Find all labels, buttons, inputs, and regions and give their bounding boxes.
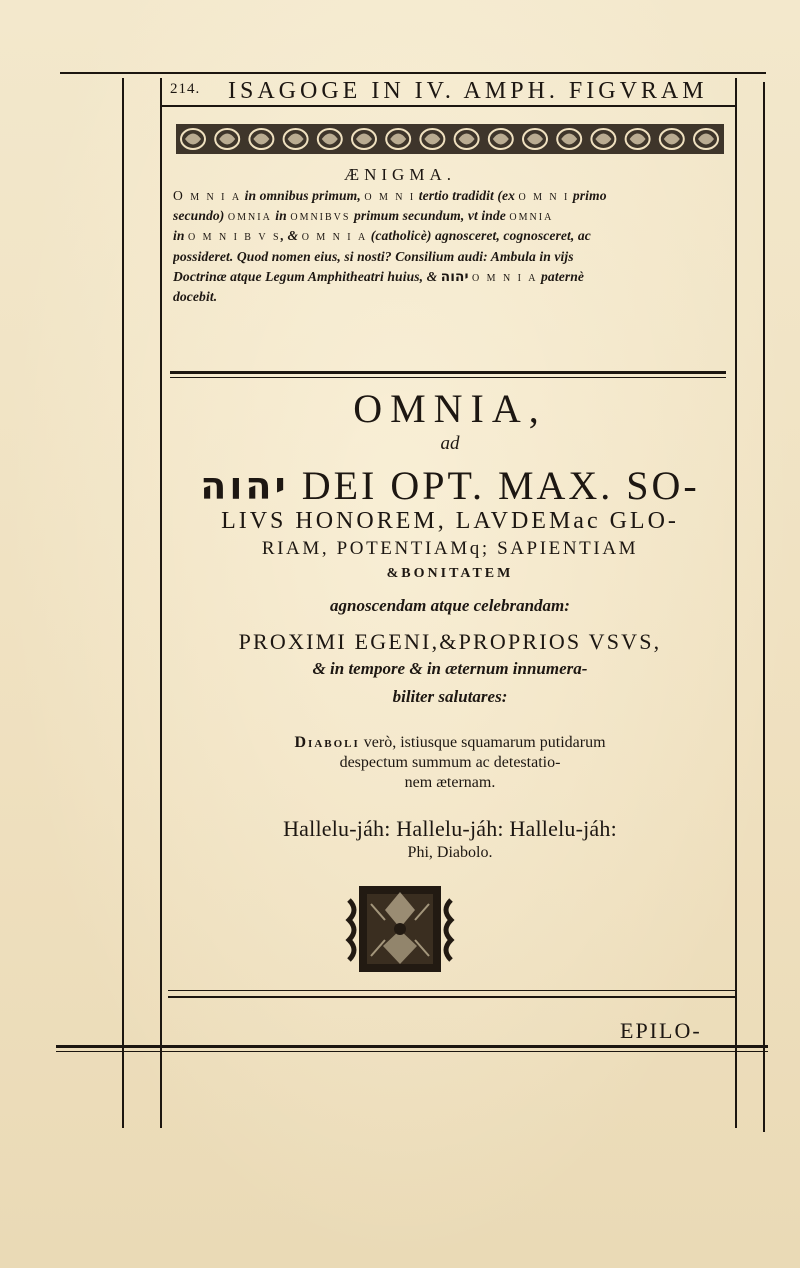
- frame-bottom-rule-2: [56, 1051, 768, 1052]
- aenigma-line-4: possideret. Quod nomen eius, si nosti? Consilium audi: Ambula in vijs: [173, 248, 574, 264]
- dedication-omnia: OMNIA,: [353, 386, 547, 431]
- catchword: EPILO-: [620, 1018, 702, 1043]
- frame-bottom-rule: [56, 1045, 768, 1048]
- phi-diabolo-line: Phi, Diabolo.: [407, 844, 493, 861]
- header-rule: [160, 105, 736, 107]
- aenigma-rule-thick: [170, 371, 726, 374]
- aenigma-text: [173, 186, 735, 307]
- frame-right-outer: [763, 82, 765, 1132]
- woodcut-vignette: [345, 880, 455, 978]
- dedication-line-salutares: biliter salutares:: [392, 687, 508, 706]
- bottom-rule-thin: [168, 990, 736, 991]
- dedication-line-tempore: & in tempore & in æternum innumera-: [312, 659, 588, 678]
- aenigma-line-6: docebit.: [173, 288, 218, 304]
- dedication-line-aeternam: nem æternam.: [404, 774, 496, 791]
- running-header: [170, 78, 730, 104]
- dedication-line-bonitatem: &BONITATEM: [386, 566, 514, 581]
- dedication-ad: ad: [440, 433, 460, 454]
- dedication-line-agnoscendam: agnoscendam atque celebrandam:: [330, 596, 570, 615]
- aenigma-line-2: secundo) omnia in omnibvs primum secundum, vt inde omnia: [173, 208, 554, 224]
- dedication-line-proximi: PROXIMI EGENI,&PROPRIOS VSVS,: [238, 629, 662, 654]
- aenigma-line-3: in o m n i b v s, & o m n i a (catholicè) agnosceret, cognosceret, ac: [173, 228, 591, 244]
- aenigma-line-1: O m n i a in omnibus primum, o m n i tertio tradidit (ex o m n i primo: [173, 188, 607, 203]
- aenigma-rule-thin: [170, 377, 726, 378]
- bottom-rule-thick: [168, 996, 736, 998]
- dedication-line-potentiam: RIAM, POTENTIAMq; SAPIENTIAM: [261, 538, 639, 559]
- running-title: ISAGOGE IN IV. AMPH. FIGVRAM: [228, 78, 708, 104]
- halleluja-line: Hallelu-jáh: Hallelu-jáh: Hallelu-jáh:: [283, 816, 617, 841]
- dedication-line-diaboli: Diaboli verò, istiusque squamarum putidarum: [294, 734, 606, 751]
- aenigma-line-5: Doctrinæ atque Legum Amphitheatri huius, & יהוה o m n i a paternè: [173, 268, 585, 285]
- ornamental-band: [176, 122, 724, 156]
- frame-top-rule: [60, 72, 766, 74]
- frame-left-outer: [122, 78, 124, 1128]
- dedication-line-despectum: despectum summum ac detestatio-: [339, 754, 561, 771]
- page-number: 214.: [170, 81, 201, 97]
- aenigma-heading: ÆNIGMA.: [344, 165, 456, 184]
- dedication-dei-line: יהוה DEI OPT. MAX. SO-: [200, 463, 700, 508]
- dedication-line-honorem: LIVS HONOREM, LAVDEMac GLO-: [221, 508, 679, 534]
- tetragrammaton: יהוה: [200, 464, 289, 508]
